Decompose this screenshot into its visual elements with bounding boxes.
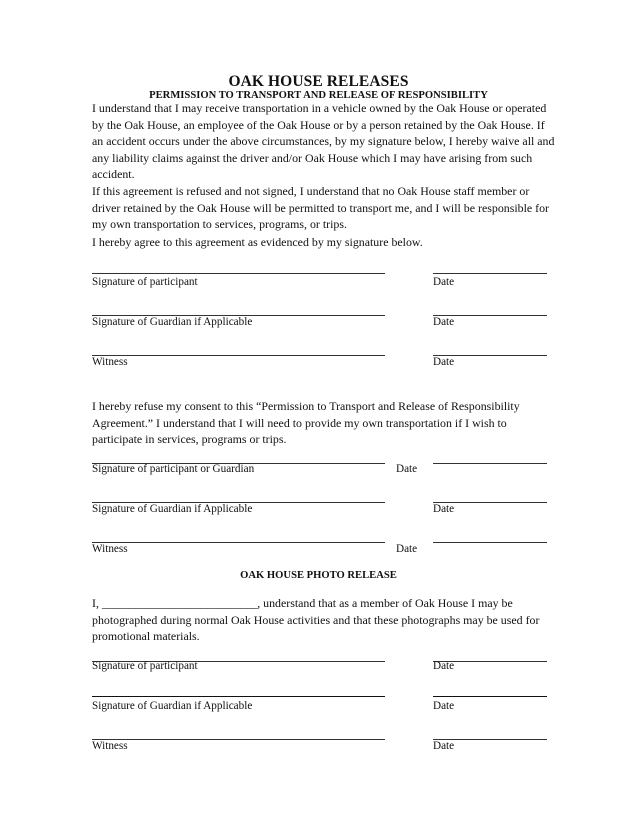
date-label: Date — [396, 543, 418, 555]
agree-statement: I hereby agree to this agreement as evidenced by my signature below. — [92, 235, 423, 249]
paragraph-line: Agreement.” I understand that I will need to provide my own transportation if I wish to — [92, 415, 507, 430]
paragraph-line — [92, 595, 562, 612]
date-label: Date — [433, 660, 455, 672]
date-label: Date — [433, 740, 455, 752]
participant-signature-line[interactable] — [92, 273, 385, 274]
paragraph-line: an accident occurs under the above circumstances, by my signature below, I hereby waive all and — [92, 134, 555, 149]
photo-guardian-date-line[interactable] — [433, 696, 547, 697]
refuse-witness-date-line[interactable] — [433, 542, 547, 543]
date-label: Date — [396, 463, 418, 475]
paragraph-line: accident. — [92, 167, 135, 182]
refuse-witness-signature-line[interactable] — [92, 542, 385, 543]
paragraph-line: any liability claims against the driver and/or Oak House which I may have arising from such — [92, 150, 533, 165]
transport-consent-paragraph — [92, 100, 562, 183]
signature-label: Signature of Guardian if Applicable — [92, 700, 253, 712]
photo-witness-signature-line[interactable] — [92, 739, 385, 740]
witness-signature-line[interactable] — [92, 355, 385, 356]
paragraph-line: by the Oak House, an employee of the Oak House or by a person retained by the Oak House. If — [92, 117, 545, 132]
paragraph-text: I, — [92, 596, 102, 610]
photo-guardian-signature-line[interactable] — [92, 696, 385, 697]
document-title: OAK HOUSE RELEASES — [228, 73, 409, 90]
signature-label: Signature of participant or Guardian — [92, 463, 255, 475]
paragraph-line: If this agreement is refused and not signed, I understand that no Oak House staff member or — [92, 184, 530, 198]
transport-section-heading: PERMISSION TO TRANSPORT AND RELEASE OF RESPONSIBILITY — [149, 90, 488, 101]
paragraph-line: photographed during normal Oak House activities and that these photographs may be used for — [92, 612, 540, 627]
signature-label: Signature of participant — [92, 660, 198, 672]
paragraph-line: I understand that I may receive transportation in a vehicle owned by the Oak House or operated — [92, 101, 547, 115]
signature-label: Signature of participant — [92, 276, 198, 288]
paragraph-line: promotional materials. — [92, 629, 200, 644]
paragraph-line: participate in services, programs or trips. — [92, 432, 287, 447]
refuse-participant-date-line[interactable] — [433, 463, 547, 464]
signature-label: Signature of Guardian if Applicable — [92, 316, 253, 328]
paragraph-line: I hereby refuse my consent to this “Permission to Transport and Release of Responsibility — [92, 399, 520, 413]
paragraph-line: driver retained by the Oak House will be permitted to transport me, and I will be responsible for — [92, 200, 549, 215]
participant-name-blank[interactable]: ____________________________ — [101, 596, 258, 610]
signature-label: Signature of Guardian if Applicable — [92, 503, 253, 515]
date-label: Date — [433, 276, 455, 288]
date-label: Date — [433, 356, 455, 368]
paragraph-line: my own transportation to services, programs, or trips. — [92, 217, 347, 232]
signature-label: Witness — [92, 740, 128, 752]
date-label: Date — [433, 700, 455, 712]
signature-label: Witness — [92, 543, 128, 555]
participant-date-line[interactable] — [433, 273, 547, 274]
refusal-consequence-paragraph — [92, 183, 562, 233]
date-label: Date — [433, 503, 455, 515]
refuse-consent-paragraph — [92, 398, 562, 448]
signature-label: Witness — [92, 356, 128, 368]
paragraph-text: , understand that as a member of Oak House I may be — [257, 596, 513, 610]
photo-release-paragraph — [92, 595, 562, 645]
photo-release-heading: OAK HOUSE PHOTO RELEASE — [240, 570, 397, 581]
date-label: Date — [433, 316, 455, 328]
